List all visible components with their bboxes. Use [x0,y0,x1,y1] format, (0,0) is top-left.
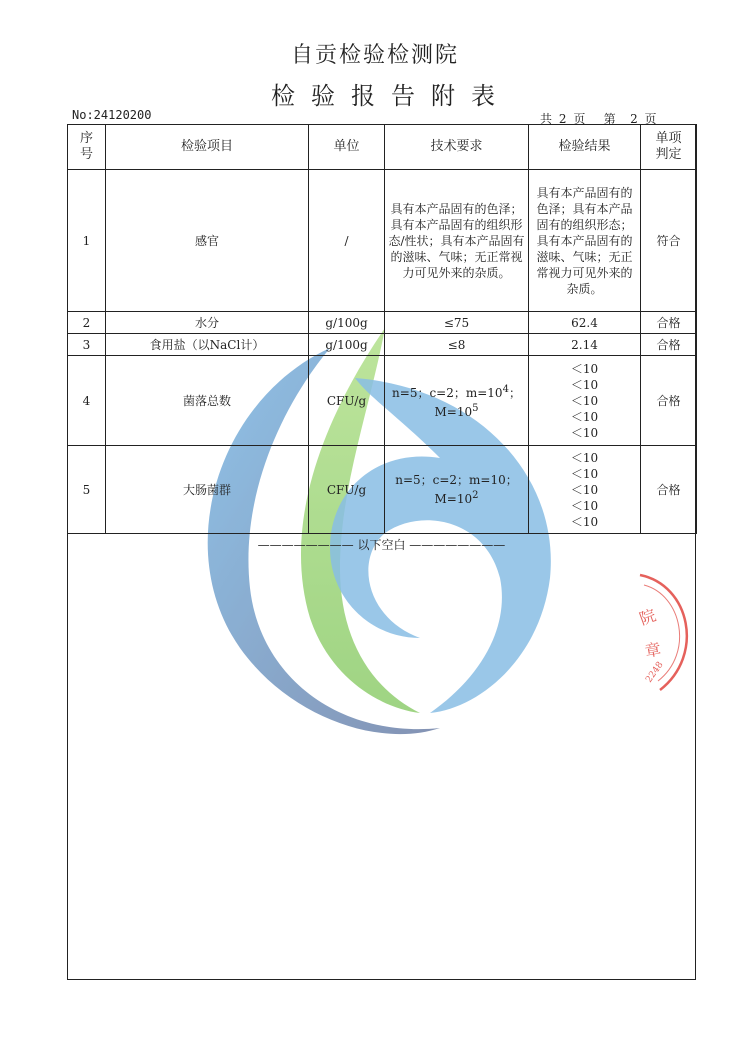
header-unit: 单位 [309,125,385,170]
red-seal-icon [620,565,700,695]
page-unit: 页 [573,112,586,126]
row-result: 62.4 [529,312,641,334]
row-tech: 具有本产品固有的色泽；具有本产品固有的组织形态/性状；具有本产品固有的滋味、气味；无正常视力可见外来的杂质。 [385,170,529,312]
row-result: ＜10 ＜10 ＜10 ＜10 ＜10 [529,356,641,446]
svg-text:2248: 2248 [644,660,666,685]
row-result: 2.14 [529,334,641,356]
row-tech: n=5；c=2；$m=10^4$； $M=10^5$ [385,356,529,446]
page-unit2: 页 [644,112,657,126]
row-tech: ≤75 [385,312,529,334]
row-no: 5 [68,446,106,534]
row-unit: CFU/g [309,446,385,534]
row-item: 水分 [106,312,309,334]
header-seq: 序 号 [68,125,106,170]
svg-text:院: 院 [636,605,659,629]
row-no: 4 [68,356,106,446]
row-item: 菌落总数 [106,356,309,446]
row-judge: 符合 [641,170,697,312]
row-no: 2 [68,312,106,334]
row-tech: n=5；c=2；m=10； $M=10^2$ [385,446,529,534]
table-row [68,356,697,446]
report-table [67,124,697,534]
page-current: 2 [630,112,638,126]
blank-below-note: ———————— 以下空白 ———————— [257,538,506,552]
header-judge: 单项 判定 [641,125,697,170]
header-item: 检验项目 [106,125,309,170]
row-judge: 合格 [641,312,697,334]
row-no: 3 [68,334,106,356]
table-row [68,312,697,334]
table-row [68,170,697,312]
row-item: 大肠菌群 [106,446,309,534]
row-tech: ≤8 [385,334,529,356]
institute-title: 自贡检验检测院 [290,43,459,68]
table-row [68,446,697,534]
row-judge: 合格 [641,356,697,446]
row-judge: 合格 [641,334,697,356]
page-total-prefix: 共 [540,112,553,126]
header-result: 检验结果 [529,125,641,170]
page-total: 2 [558,112,567,126]
row-unit: g/100g [309,312,385,334]
table-header-row [68,125,697,170]
row-result: ＜10 ＜10 ＜10 ＜10 ＜10 [529,446,641,534]
row-result: 具有本产品固有的色泽；具有本产品固有的组织形态；具有本产品固有的滋味、气味；无正常视力可见外来的杂质。 [529,170,641,312]
report-number: No:24120200 [72,108,152,122]
row-unit: CFU/g [309,356,385,446]
row-judge: 合格 [641,446,697,534]
row-unit: / [309,170,385,312]
svg-text:章: 章 [643,639,663,661]
row-unit: g/100g [309,334,385,356]
page-current-prefix: 第 [603,112,616,126]
row-item: 食用盐（以NaCl计） [106,334,309,356]
header-tech: 技术要求 [385,125,529,170]
report-subtitle: 检验报告附表 [271,82,511,110]
row-item: 感官 [106,170,309,312]
row-no: 1 [68,170,106,312]
table-row [68,334,697,356]
